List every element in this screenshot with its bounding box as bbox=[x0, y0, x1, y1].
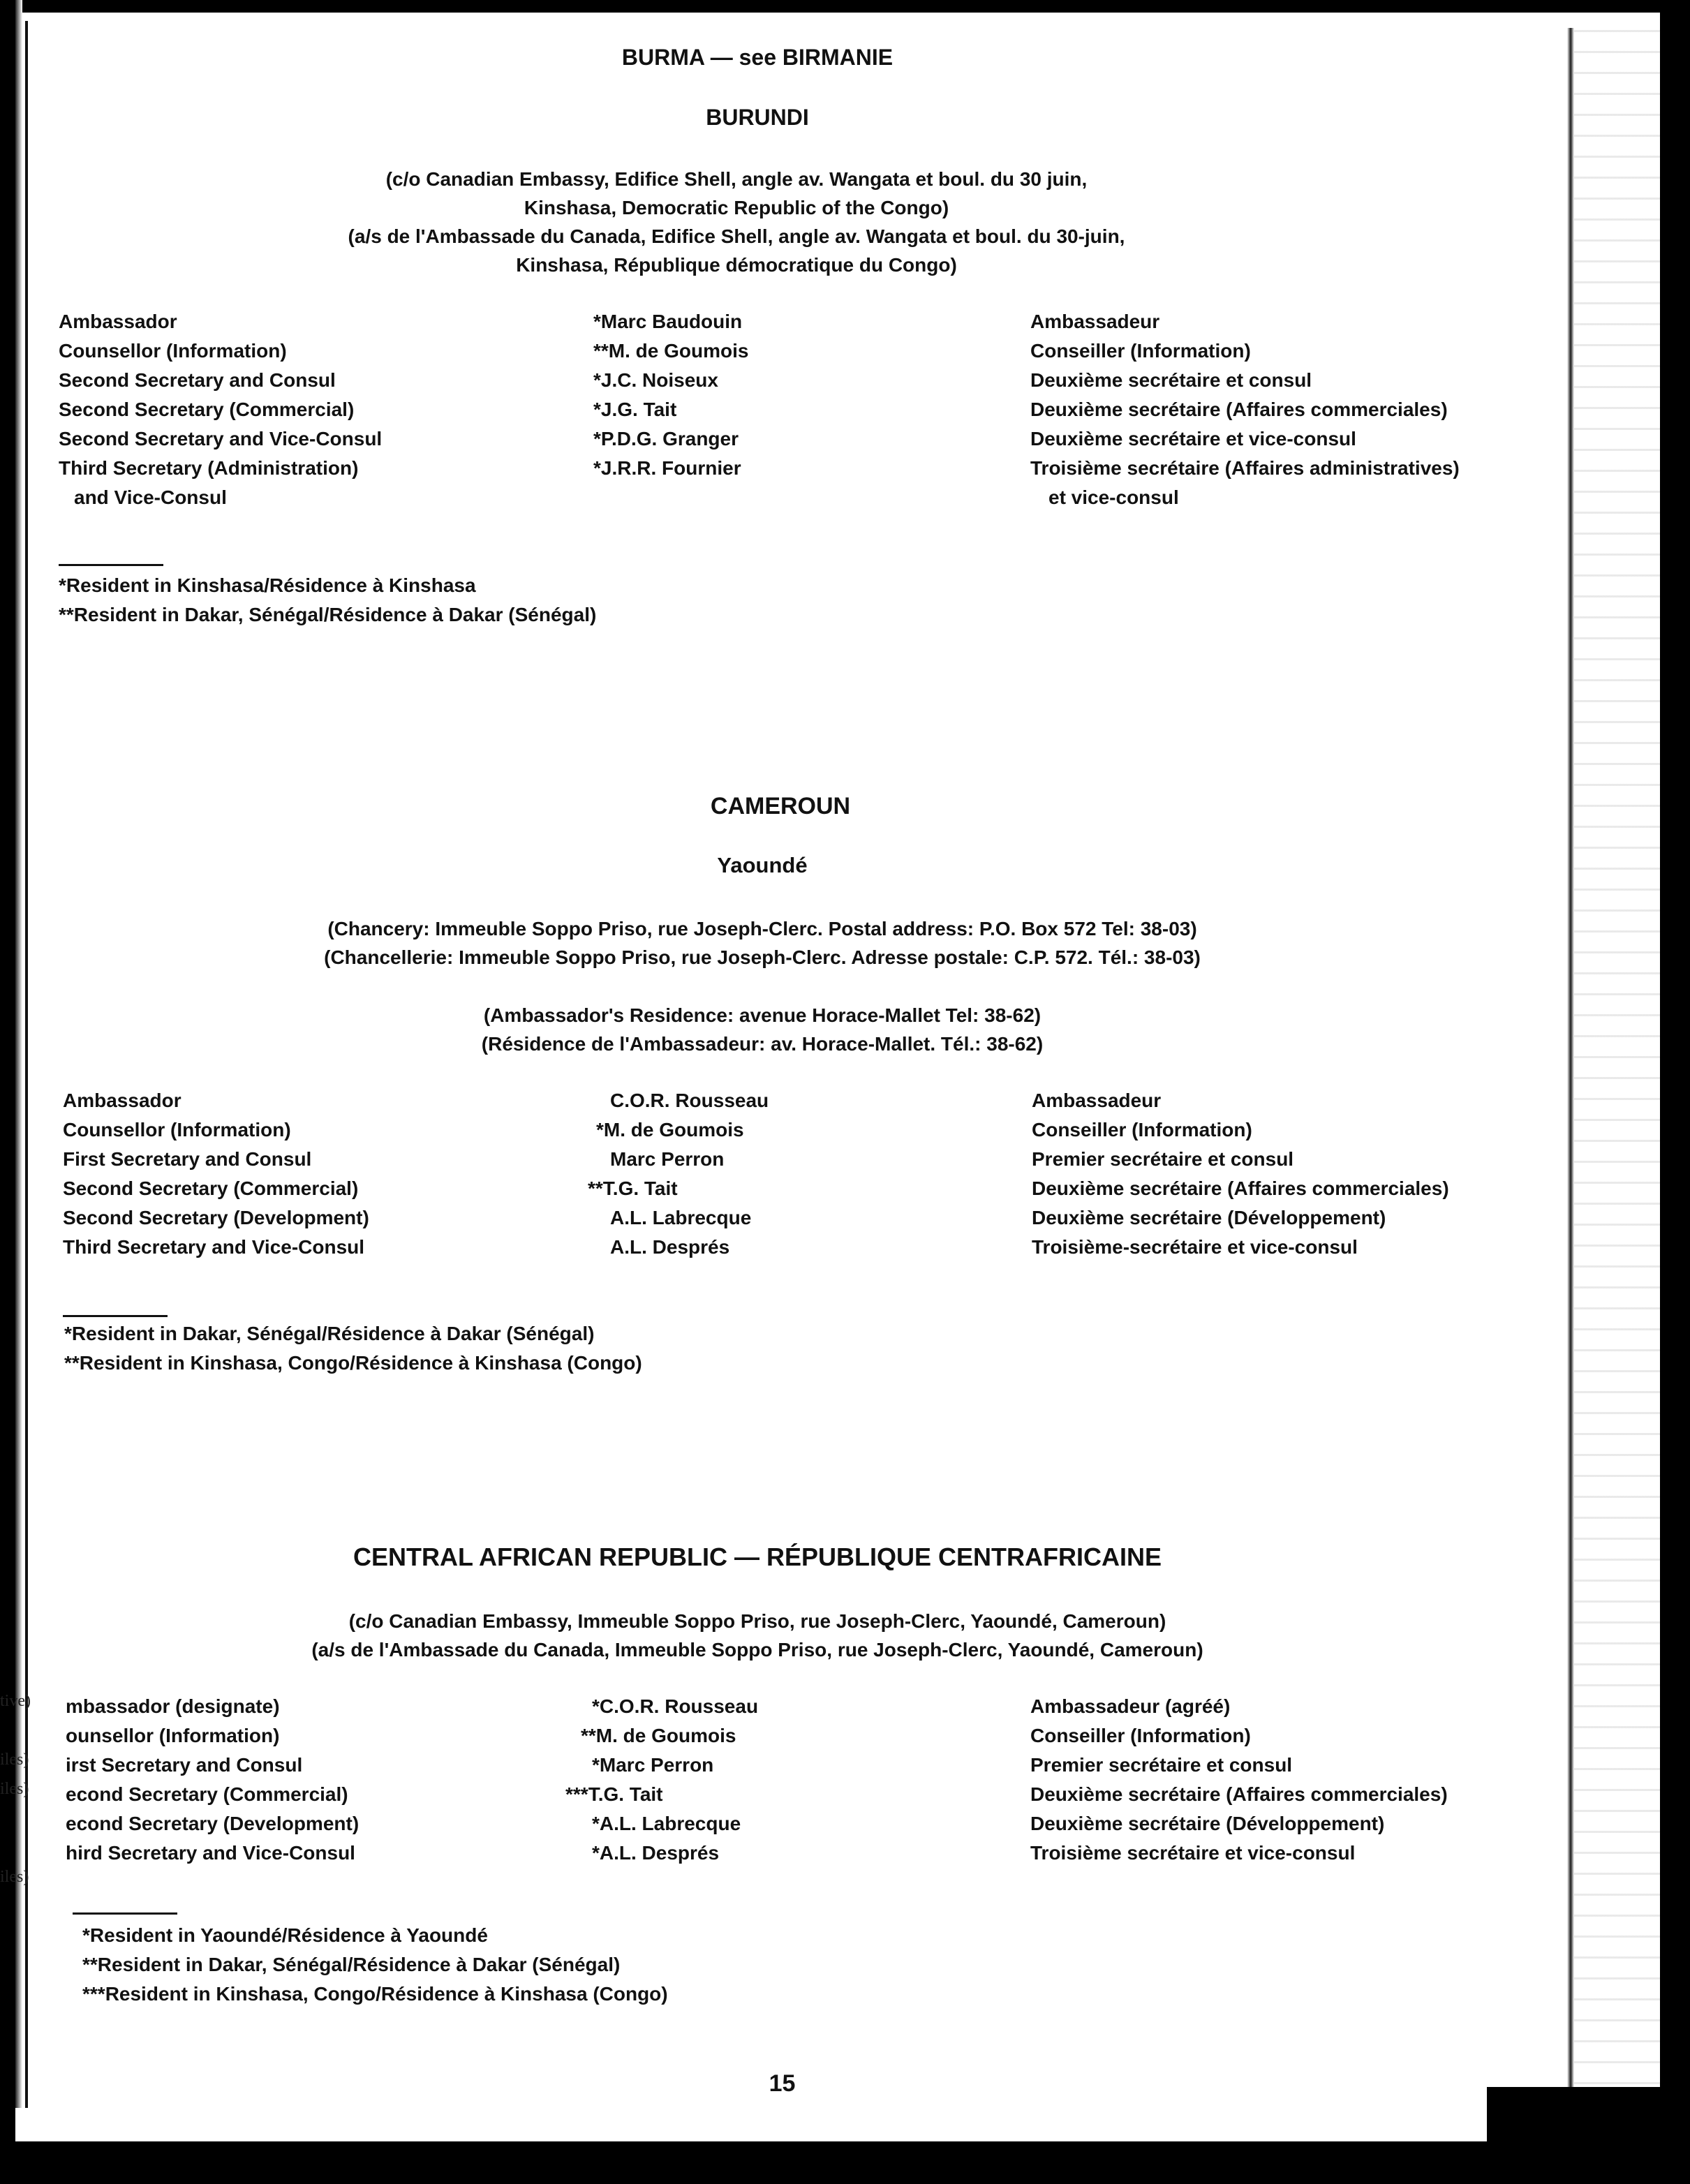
officer-name: *Marc Perron bbox=[592, 1754, 714, 1776]
scan-edge-right-texture bbox=[1574, 14, 1660, 2136]
burundi-address bbox=[0, 165, 1473, 279]
car-title: CENTRAL AFRICAN REPUBLIC — RÉPUBLIQUE CENTRAFRICAINE bbox=[353, 1543, 1162, 1571]
title-en: econd Secretary (Development) bbox=[66, 1813, 360, 1834]
residence-line: (Résidence de l'Ambassadeur: av. Horace-Mallet. Tél.: 38-62) bbox=[481, 1033, 1044, 1055]
title-en: hird Secretary and Vice-Consul bbox=[66, 1842, 355, 1864]
title-fr: Premier secrétaire et consul bbox=[1032, 1148, 1294, 1170]
address-line: (a/s de l'Ambassade du Canada, Edifice Shell, angle av. Wangata et boul. du 30-juin, bbox=[348, 225, 1125, 247]
car-names bbox=[565, 1692, 758, 1868]
scan-edge-right-line bbox=[1567, 28, 1574, 2108]
title-fr: Troisième-secrétaire et vice-consul bbox=[1032, 1236, 1358, 1258]
title-fr: Premier secrétaire et consul bbox=[1030, 1754, 1293, 1776]
title-en: Second Secretary and Vice-Consul bbox=[59, 428, 383, 450]
title-fr: Ambassadeur bbox=[1030, 311, 1160, 332]
scan-edge-bottom-right bbox=[1487, 2087, 1690, 2184]
title-fr: et vice-consul bbox=[1048, 486, 1179, 508]
burundi-footnotes bbox=[59, 571, 596, 630]
title-fr: Troisième secrétaire (Affaires administratives) bbox=[1030, 457, 1460, 479]
burundi-names bbox=[593, 307, 748, 483]
title-en: mbassador (designate) bbox=[66, 1695, 280, 1717]
car-address bbox=[0, 1607, 1515, 1664]
margin-fragment: tive) bbox=[0, 1692, 31, 1710]
title-en: Second Secretary (Commercial) bbox=[59, 399, 355, 420]
title-fr: Conseiller (Information) bbox=[1030, 1725, 1251, 1746]
burundi-english-titles bbox=[59, 307, 382, 512]
footnote-rule bbox=[73, 1912, 177, 1915]
title-en: First Secretary and Consul bbox=[63, 1148, 312, 1170]
cameroun-residence bbox=[0, 1001, 1525, 1058]
cameroun-title: CAMEROUN bbox=[710, 793, 851, 819]
cameroun-chancery bbox=[0, 914, 1525, 972]
officer-name: *A.L. Després bbox=[592, 1842, 720, 1864]
margin-fragment: iles) bbox=[0, 1751, 29, 1769]
address-line: (c/o Canadian Embassy, Edifice Shell, angle av. Wangata et boul. du 30 juin, bbox=[385, 168, 1088, 190]
officer-name: *J.C. Noiseux bbox=[593, 369, 718, 391]
cameroun-names bbox=[588, 1086, 769, 1262]
title-en: ounsellor (Information) bbox=[66, 1725, 280, 1746]
title-fr: Ambassadeur (agréé) bbox=[1030, 1695, 1231, 1717]
officer-name: *C.O.R. Rousseau bbox=[592, 1695, 759, 1717]
title-en: Third Secretary (Administration) bbox=[59, 457, 359, 479]
burundi-title: BURUNDI bbox=[706, 105, 809, 130]
car-french-titles bbox=[1030, 1692, 1448, 1868]
footnote: **Resident in Dakar, Sénégal/Résidence à Dakar (Sénégal) bbox=[82, 1954, 621, 1975]
car-english-titles bbox=[66, 1692, 359, 1868]
footnote: *Resident in Dakar, Sénégal/Résidence à Dakar (Sénégal) bbox=[64, 1323, 595, 1344]
title-fr: Ambassadeur bbox=[1032, 1090, 1162, 1111]
footnote-rule bbox=[59, 564, 163, 566]
title-en: Third Secretary and Vice-Consul bbox=[63, 1236, 365, 1258]
cameroun-footnotes bbox=[64, 1319, 642, 1378]
title-fr: Deuxième secrétaire (Développement) bbox=[1032, 1207, 1386, 1228]
officer-name: *Marc Baudouin bbox=[593, 311, 743, 332]
chancery-line: (Chancery: Immeuble Soppo Priso, rue Joseph-Clerc. Postal address: P.O. Box 572 Tel: 38-03) bbox=[327, 918, 1197, 939]
address-line: Kinshasa, Democratic Republic of the Congo) bbox=[524, 197, 949, 218]
title-fr: Troisième secrétaire et vice-consul bbox=[1030, 1842, 1356, 1864]
title-fr: Deuxième secrétaire (Développement) bbox=[1030, 1813, 1385, 1834]
scan-edge-bottom bbox=[0, 2141, 1690, 2184]
title-en: Counsellor (Information) bbox=[59, 340, 287, 362]
title-fr: Deuxième secrétaire et vice-consul bbox=[1030, 428, 1356, 450]
officer-name: *M. de Goumois bbox=[596, 1119, 744, 1141]
footnote: *Resident in Yaoundé/Résidence à Yaoundé bbox=[82, 1924, 488, 1946]
address-line: (a/s de l'Ambassade du Canada, Immeuble Soppo Priso, rue Joseph-Clerc, Yaoundé, Cameroun) bbox=[311, 1639, 1203, 1661]
footnote: **Resident in Dakar, Sénégal/Résidence à Dakar (Sénégal) bbox=[59, 604, 597, 625]
footnote: *Resident in Kinshasa/Résidence à Kinshasa bbox=[59, 574, 476, 596]
title-fr: Deuxième secrétaire (Affaires commerciales) bbox=[1032, 1178, 1449, 1199]
address-line: Kinshasa, République démocratique du Congo) bbox=[516, 254, 957, 276]
title-fr: Deuxième secrétaire (Affaires commerciales) bbox=[1030, 1783, 1448, 1805]
footnote: ***Resident in Kinshasa, Congo/Résidence à Kinshasa (Congo) bbox=[82, 1983, 668, 2005]
title-fr: Deuxième secrétaire (Affaires commerciales) bbox=[1030, 399, 1448, 420]
title-en: Second Secretary (Development) bbox=[63, 1207, 369, 1228]
burma-heading: BURMA — see BIRMANIE bbox=[621, 45, 894, 70]
title-en: econd Secretary (Commercial) bbox=[66, 1783, 348, 1805]
officer-name: Marc Perron bbox=[610, 1148, 725, 1170]
title-en: Ambassador bbox=[59, 311, 177, 332]
cameroun-french-titles bbox=[1032, 1086, 1449, 1262]
officer-name: A.L. Després bbox=[610, 1236, 730, 1258]
officer-name: C.O.R. Rousseau bbox=[610, 1090, 769, 1111]
footnote-rule bbox=[63, 1315, 168, 1317]
officer-name: *P.D.G. Granger bbox=[593, 428, 739, 450]
title-fr: Conseiller (Information) bbox=[1030, 340, 1251, 362]
scan-edge-left bbox=[0, 0, 15, 2184]
officer-name: **M. de Goumois bbox=[593, 340, 749, 362]
chancery-line: (Chancellerie: Immeuble Soppo Priso, rue Joseph-Clerc. Adresse postale: C.P. 572. Tél.: 38-03) bbox=[324, 946, 1201, 968]
officer-name: *J.R.R. Fournier bbox=[593, 457, 741, 479]
title-fr: Deuxième secrétaire et consul bbox=[1030, 369, 1312, 391]
title-en: Ambassador bbox=[63, 1090, 181, 1111]
officer-name: *A.L. Labrecque bbox=[592, 1813, 741, 1834]
title-fr: Conseiller (Information) bbox=[1032, 1119, 1252, 1141]
residence-line: (Ambassador's Residence: avenue Horace-Mallet Tel: 38-62) bbox=[483, 1004, 1042, 1026]
officer-name: *J.G. Tait bbox=[593, 399, 677, 420]
title-en: Counsellor (Information) bbox=[63, 1119, 291, 1141]
title-en: Second Secretary and Consul bbox=[59, 369, 336, 391]
officer-name: **M. de Goumois bbox=[581, 1725, 736, 1746]
cameroun-city: Yaoundé bbox=[717, 853, 808, 877]
address-line: (c/o Canadian Embassy, Immeuble Soppo Priso, rue Joseph-Clerc, Yaoundé, Cameroun) bbox=[348, 1610, 1166, 1632]
scan-edge-top bbox=[0, 0, 1690, 13]
title-en: and Vice-Consul bbox=[74, 486, 227, 508]
car-footnotes bbox=[82, 1921, 668, 2009]
officer-name: **T.G. Tait bbox=[588, 1178, 678, 1199]
scan-edge-right bbox=[1660, 0, 1690, 2184]
title-en: irst Secretary and Consul bbox=[66, 1754, 303, 1776]
title-en: Second Secretary (Commercial) bbox=[63, 1178, 359, 1199]
officer-name: A.L. Labrecque bbox=[610, 1207, 752, 1228]
page-number: 15 bbox=[769, 2070, 796, 2097]
margin-fragment: iles) bbox=[0, 1868, 29, 1886]
footnote: **Resident in Kinshasa, Congo/Résidence à Kinshasa (Congo) bbox=[64, 1352, 642, 1374]
burundi-french-titles bbox=[1030, 307, 1460, 512]
officer-name: ***T.G. Tait bbox=[565, 1783, 663, 1805]
margin-fragment: iles) bbox=[0, 1780, 29, 1798]
cameroun-english-titles bbox=[63, 1086, 369, 1262]
